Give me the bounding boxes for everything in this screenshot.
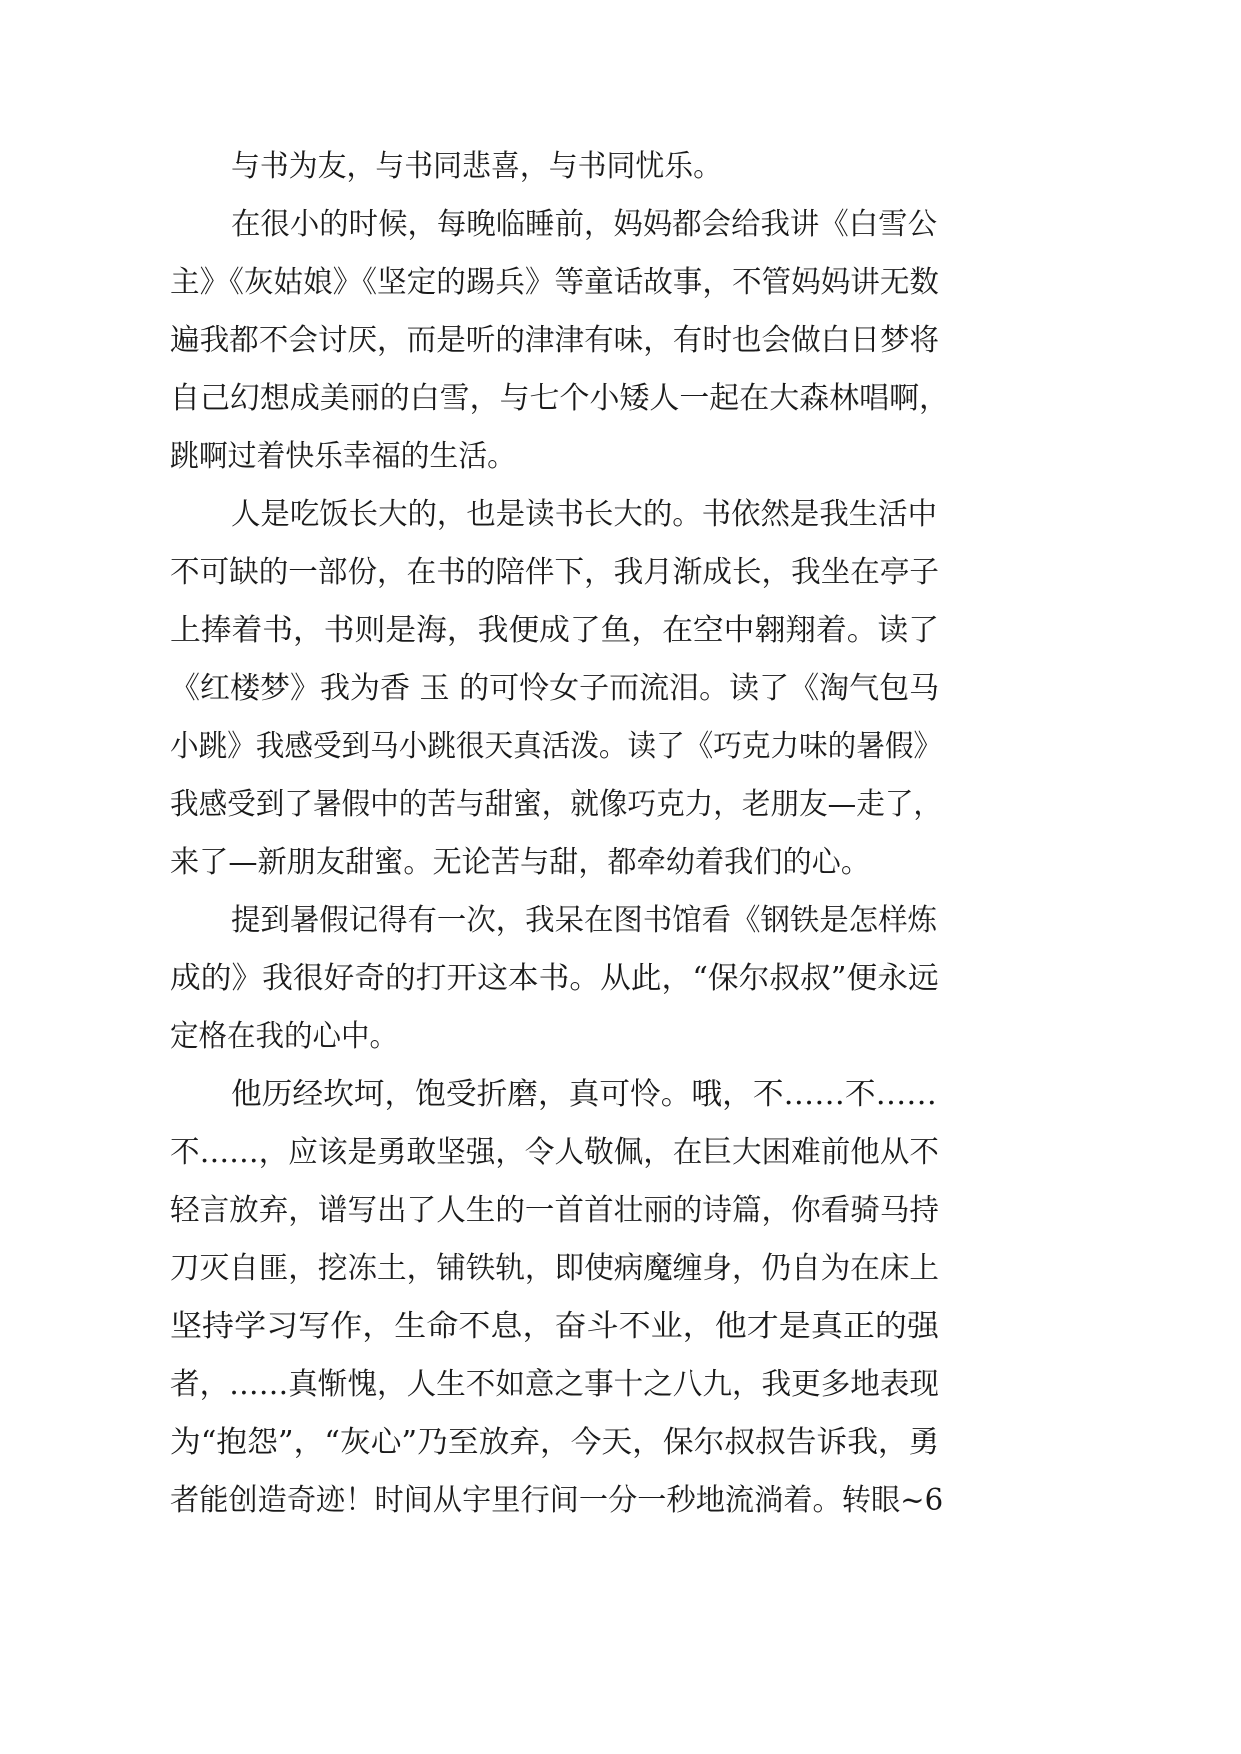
paragraph-line: 与书为友，与书同悲喜，与书同忧乐。 <box>231 149 722 184</box>
paragraph-line: 我感受到了暑假中的苦与甜蜜，就像巧克力，老朋友—走了， <box>170 787 942 822</box>
paragraph-line: 者能创造奇迹！时间从宇里行间一分一秒地流淌着。转眼~6 <box>170 1483 944 1518</box>
paragraph-line: 主》《灰姑娘》《坚定的踢兵》等童话故事，不管妈妈讲无数 <box>170 265 939 300</box>
paragraph-line: 小跳》我感受到马小跳很天真活泼。读了《巧克力味的暑假》 <box>170 729 942 764</box>
paragraph-line: 提到暑假记得有一次，我呆在图书馆看《钢铁是怎样炼 <box>231 903 937 938</box>
paragraph-line: 定格在我的心中。 <box>170 1019 398 1054</box>
paragraph-line: 上捧着书，书则是海，我便成了鱼，在空中翱翔着。读了 <box>170 613 939 648</box>
paragraph-line: 遍我都不会讨厌，而是听的津津有味，有时也会做白日梦将 <box>170 323 939 358</box>
paragraph-line: 为“抱怨”，“灰心”乃至放弃，今天，保尔叔叔告诉我，勇 <box>170 1425 940 1460</box>
paragraph-line: 人是吃饭长大的，也是读书长大的。书依然是我生活中 <box>231 497 937 532</box>
paragraph-line: 成的》我很好奇的打开这本书。从此，“保尔叔叔”便永远 <box>170 961 939 996</box>
paragraph-line: 者，……真惭愧，人生不如意之事十之八九，我更多地表现 <box>170 1367 939 1402</box>
paragraph-line: 坚持学习写作，生命不息，奋斗不业，他才是真正的强 <box>170 1309 939 1344</box>
paragraph-line: 在很小的时候，每晚临睡前，妈妈都会给我讲《白雪公 <box>231 207 937 242</box>
paragraph-line: 自己幻想成美丽的白雪，与七个小矮人一起在大森林唱啊， <box>170 381 949 416</box>
paragraph-line: 不可缺的一部份，在书的陪伴下，我月渐成长，我坐在亭子 <box>170 555 939 590</box>
paragraph-line: 跳啊过着快乐幸福的生活。 <box>170 439 516 474</box>
paragraph-line: 来了—新朋友甜蜜。无论苦与甜，都牵幼着我们的心。 <box>170 845 870 880</box>
paragraph-line: 《红楼梦》我为香 玉 的可怜女子而流泪。读了《淘气包马 <box>170 671 940 706</box>
paragraph-line: 他历经坎坷，饱受折磨，真可怜。哦，不……不…… <box>231 1077 937 1112</box>
paragraph-line: 刀灭自匪，挖冻土，铺铁轨，即使病魔缠身，仍自为在床上 <box>170 1251 939 1286</box>
paragraph-line: 轻言放弃，谱写出了人生的一首首壮丽的诗篇，你看骑马持 <box>170 1193 939 1228</box>
paragraph-line: 不……，应该是勇敢坚强，令人敬佩，在巨大困难前他从不 <box>170 1135 939 1170</box>
